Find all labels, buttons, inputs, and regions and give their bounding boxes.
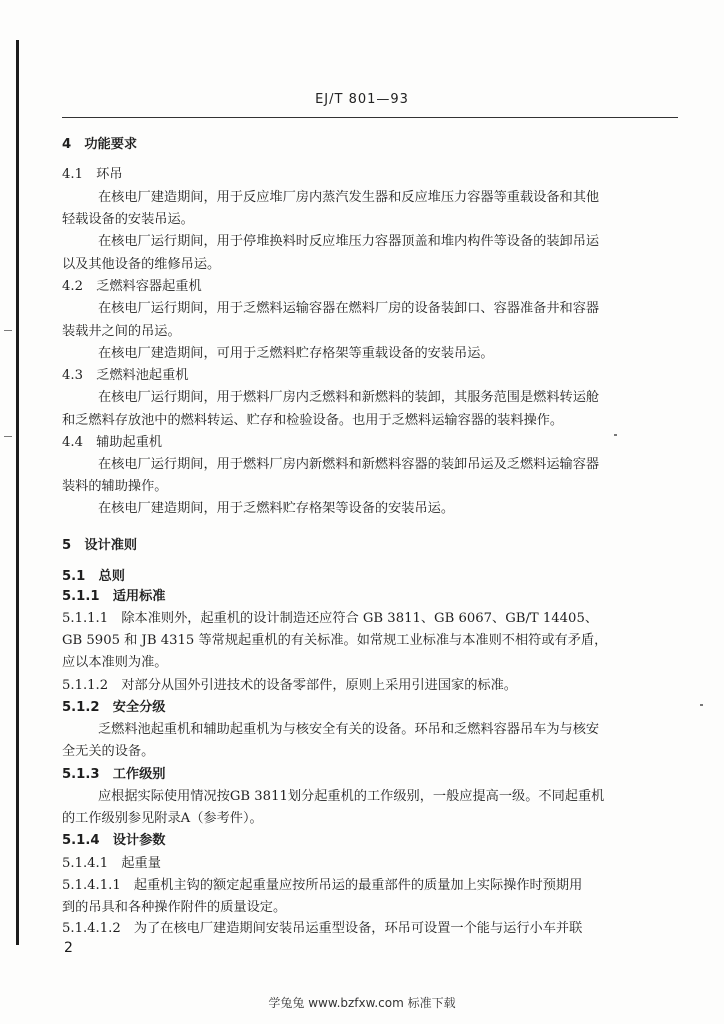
subsection-heading: 4.2 乏燃料容器起重机 xyxy=(62,279,202,294)
paragraph-line: 应以本准则为准。 xyxy=(62,655,168,670)
paragraph-line: 5.1.1.2 对部分从国外引进技术的设备零部件，原则上采用引进国家的标准。 xyxy=(62,678,517,693)
standard-code-header: EJ/T 801—93 xyxy=(315,92,409,107)
section-heading: 5 设计准则 xyxy=(62,538,138,553)
paragraph-line: 到的吊具和各种操作附件的质量设定。 xyxy=(62,900,287,915)
paragraph-line: 以及其他设备的维修吊运。 xyxy=(62,257,221,272)
paragraph-line: 在核电厂运行期间，用于乏燃料运输容器在燃料厂房的设备装卸口、容器准备井和容器 xyxy=(98,301,600,316)
paragraph-line: 在核电厂建造期间，可用于乏燃料贮存格架等重载设备的安装吊运。 xyxy=(98,346,494,361)
paragraph-line: 轻载设备的安装吊运。 xyxy=(62,212,194,227)
subsection-heading: 4.3 乏燃料池起重机 xyxy=(62,368,189,383)
subsection-heading: 5.1.3 工作级别 xyxy=(62,767,166,782)
header-rule xyxy=(62,117,678,118)
subsection-heading: 5.1 总则 xyxy=(62,569,125,584)
subsection-heading: 5.1.2 安全分级 xyxy=(62,700,166,715)
paragraph-line: 在核电厂运行期间，用于燃料厂房内新燃料和新燃料容器的装卸吊运及乏燃料运输容器 xyxy=(98,457,600,472)
section-heading: 4 功能要求 xyxy=(62,137,138,152)
page-number: 2 xyxy=(64,940,73,956)
binding-edge-line xyxy=(16,40,19,945)
scan-speck xyxy=(614,434,617,436)
paragraph-line: 装料的辅助操作。 xyxy=(62,479,168,494)
subsection-heading: 5.1.1 适用标准 xyxy=(62,589,166,604)
paragraph-line: 装载井之间的吊运。 xyxy=(62,324,181,339)
subsection-heading: 5.1.4 设计参数 xyxy=(62,833,166,848)
margin-mark xyxy=(4,436,12,437)
paragraph-line: GB 5905 和 JB 4315 等常规起重机的有关标准。如常规工业标准与本准则不相符或有矛盾， xyxy=(62,633,608,648)
paragraph-line: 在核电厂建造期间，用于反应堆厂房内蒸汽发生器和反应堆压力容器等重载设备和其他 xyxy=(98,190,600,205)
subsection-heading: 4.4 辅助起重机 xyxy=(62,435,163,450)
subsection-heading: 4.1 环吊 xyxy=(62,167,123,182)
paragraph-line: 应根据实际使用情况按GB 3811划分起重机的工作级别，一般应提高一级。不同起重机 xyxy=(98,789,605,804)
paragraph-line: 全无关的设备。 xyxy=(62,744,155,759)
paragraph-line: 在核电厂运行期间，用于燃料厂房内乏燃料和新燃料的装卸，其服务范围是燃料转运舱 xyxy=(98,390,600,405)
paragraph-line: 在核电厂运行期间，用于停堆换料时反应堆压力容器顶盖和堆内构件等设备的装卸吊运 xyxy=(98,234,600,249)
paragraph-line: 在核电厂建造期间，用于乏燃料贮存格架等设备的安装吊运。 xyxy=(98,501,455,516)
paragraph-line: 乏燃料池起重机和辅助起重机为与核安全有关的设备。环吊和乏燃料容器吊车为与核安 xyxy=(98,722,600,737)
paragraph-line: 5.1.1.1 除本准则外，起重机的设计制造还应符合 GB 3811、GB 6067、GB/T 14405、 xyxy=(62,611,599,626)
scan-speck xyxy=(700,704,703,706)
paragraph-line: 的工作级别参见附录A（参考件）。 xyxy=(62,811,263,826)
paragraph-line: 5.1.4.1.1 起重机主钩的额定起重量应按所吊运的最重部件的质量加上实际操作时预期用 xyxy=(62,878,583,893)
margin-mark xyxy=(4,330,12,331)
paragraph-line: 5.1.4.1.2 为了在核电厂建造期间安装吊运重型设备，环吊可设置一个能与运行小车并联 xyxy=(62,921,583,936)
watermark-text: 学兔兔 www.bzfxw.com 标准下载 xyxy=(268,996,456,1010)
paragraph-line: 和乏燃料存放池中的燃料转运、贮存和检验设备。也用于乏燃料运输容器的装料操作。 xyxy=(62,413,564,428)
subsection-heading: 5.1.4.1 起重量 xyxy=(62,856,161,871)
